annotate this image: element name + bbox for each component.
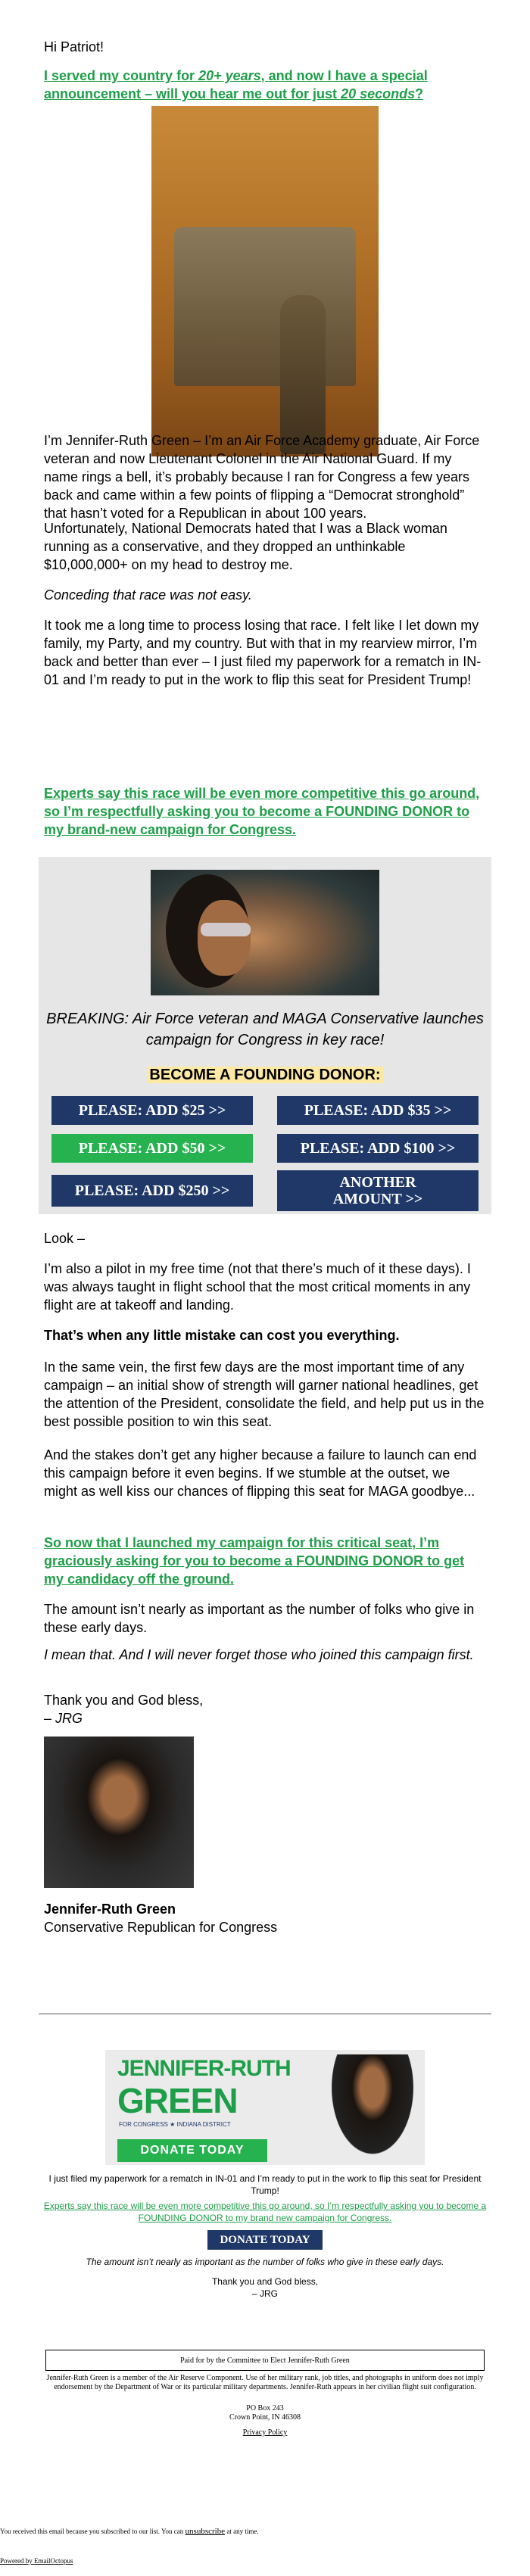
donation-box	[39, 857, 491, 1214]
po-box: PO Box 243	[246, 2404, 284, 2412]
body-paragraph-4: It took me a long time to process losing that race. I felt like I let down my family, my Party, and my country. But with that in my rearview mirror, I’m back and better than ever – I just filed my paperwork for a rematch in IN-01 and I’m ready to put in the work to flip this seat for President Trump!	[44, 618, 482, 687]
candidate-photo	[151, 870, 379, 995]
founding-donor-link-2[interactable]: So now that I launched my campaign for this critical seat, I’m graciously asking for you to become a FOUNDING DONOR to get my candidacy off the ground.	[44, 1535, 465, 1587]
subscription-notice: You received this email because you subscribed to our list. You can unsubscribe at any time.	[0, 2527, 259, 2536]
banner-name-last: GREEN	[117, 2081, 238, 2120]
body-paragraph-1: I’m Jennifer-Ruth Green – I’m an Air Force Academy graduate, Air Force veteran and now Lieutenant Colonel in the Air National Guard. If my name rings a bell, it’s probably because I ran for Congress a few years back and came within a few points of flipping a “Democrat stronghold” that hasn’t voted for a Republican in about 100 years.	[44, 433, 480, 521]
footer-donor-link[interactable]: Experts say this race will be even more competitive this go around, so I’m respectfully asking you to become a FOUNDING DONOR to my brand new campaign for Congress.	[43, 2201, 487, 2223]
body-paragraph-6: That’s when any little mistake can cost you everything.	[44, 1328, 400, 1343]
donate-25-button[interactable]: PLEASE: ADD $25 >>	[51, 1096, 253, 1125]
footer-line-1: I just filed my paperwork for a rematch in IN-01 and I’m ready to put in the work to flip this seat for President Trump!	[48, 2173, 482, 2196]
greeting: Hi Patriot!	[44, 39, 104, 55]
hero-photo	[151, 106, 379, 456]
footer-jrg: – JRG	[251, 2288, 278, 2299]
donate-35-button[interactable]: PLEASE: ADD $35 >>	[277, 1096, 479, 1125]
body-paragraph-10: I mean that. And I will never forget those who joined this campaign first.	[44, 1647, 474, 1662]
donate-250-button[interactable]: PLEASE: ADD $250 >>	[51, 1175, 253, 1207]
banner-subtitle: FOR CONGRESS ★ INDIANA DISTRICT	[119, 2121, 231, 2128]
unsubscribe-link[interactable]: unsubscribe	[185, 2527, 226, 2536]
body-paragraph-5: I’m also a pilot in my free time (not that there’s much of it these days). I was always taught in flight school that the most critical moments in any flight are at takeoff and landing.	[44, 1261, 471, 1313]
footer-banner[interactable]	[105, 2050, 425, 2165]
powered-by-link[interactable]: Powered by EmailOctopus	[0, 2557, 73, 2565]
banner-candidate-photo	[325, 2054, 420, 2165]
paid-for-text: Paid for by the Committee to Elect Jennifer-Ruth Green	[180, 2356, 350, 2365]
signoff-line-2: – JRG	[44, 1711, 83, 1726]
donate-100-button[interactable]: PLEASE: ADD $100 >>	[277, 1134, 479, 1163]
founding-donor-label: BECOME A FOUNDING DONOR:	[39, 1064, 491, 1086]
banner-name-first: JENNIFER-RUTH	[117, 2056, 291, 2081]
footer-donate-button[interactable]: DONATE TODAY	[207, 2230, 323, 2250]
signature-name: Jennifer-Ruth Green	[44, 1902, 176, 1917]
city-address: Crown Point, IN 46308	[229, 2413, 301, 2422]
body-paragraph-2: Unfortunately, National Democrats hated that I was a Black woman running as a conservative, and they dropped an unthinkable $10,000,000+ on my head to destroy me.	[44, 521, 447, 572]
military-disclaimer: Jennifer-Ruth Green is a member of the Air Reserve Component. Use of her military rank, job titles, and photographs in uniform does not imply endorsement by the Department of War or its particular military departments. Jennifer-Ruth appears in her civilian flight suit configuration.	[46, 2374, 484, 2391]
footer-thanks: Thank you and God bless,	[211, 2276, 319, 2287]
privacy-policy-link[interactable]: Privacy Policy	[242, 2428, 288, 2437]
body-paragraph-3: Conceding that race was not easy.	[44, 587, 252, 603]
soldier-graphic	[280, 295, 326, 454]
intro-link[interactable]: I served my country for 20+ years, and now I have a special announcement – will you hear me out for just 20 seconds?	[44, 68, 428, 101]
body-paragraph-7: In the same vein, the first few days are the most important time of any campaign – an initial show of strength will garner national headlines, get the attention of the President, consolidate the field, and help put us in the best possible position to win this seat.	[44, 1360, 485, 1429]
banner-donate-button[interactable]: DONATE TODAY	[117, 2139, 267, 2162]
donate-other-amount-button[interactable]: ANOTHER AMOUNT >>	[277, 1170, 479, 1211]
donate-50-button[interactable]: PLEASE: ADD $50 >>	[51, 1134, 253, 1163]
sunglasses-graphic	[201, 923, 251, 936]
footer-amount-line: The amount isn’t nearly as important as the number of folks who give in these early days.	[86, 2257, 444, 2267]
signoff-line-1: Thank you and God bless,	[44, 1693, 204, 1708]
military-vehicle-graphic	[174, 227, 356, 386]
founding-donor-link-1[interactable]: Experts say this race will be even more competitive this go around, so I’m respectfully asking you to become a FOUNDING DONOR to my brand-new campaign for Congress.	[44, 786, 480, 837]
breaking-headline: BREAKING: Air Force veteran and MAGA Conservative launches campaign for Congress in key race!	[46, 1011, 484, 1048]
signature-photo	[44, 1737, 194, 1888]
body-look: Look –	[44, 1231, 86, 1246]
body-paragraph-9: The amount isn’t nearly as important as the number of folks who give in these early days.	[44, 1602, 475, 1635]
body-paragraph-8: And the stakes don’t get any higher because a failure to launch can end this campaign before it even begins. If we stumble at the outset, we might as well kiss our chances of flipping this seat for MAGA goodbye...	[44, 1447, 477, 1499]
signature-title: Conservative Republican for Congress	[44, 1920, 278, 1935]
paid-for-box	[45, 2350, 485, 2371]
